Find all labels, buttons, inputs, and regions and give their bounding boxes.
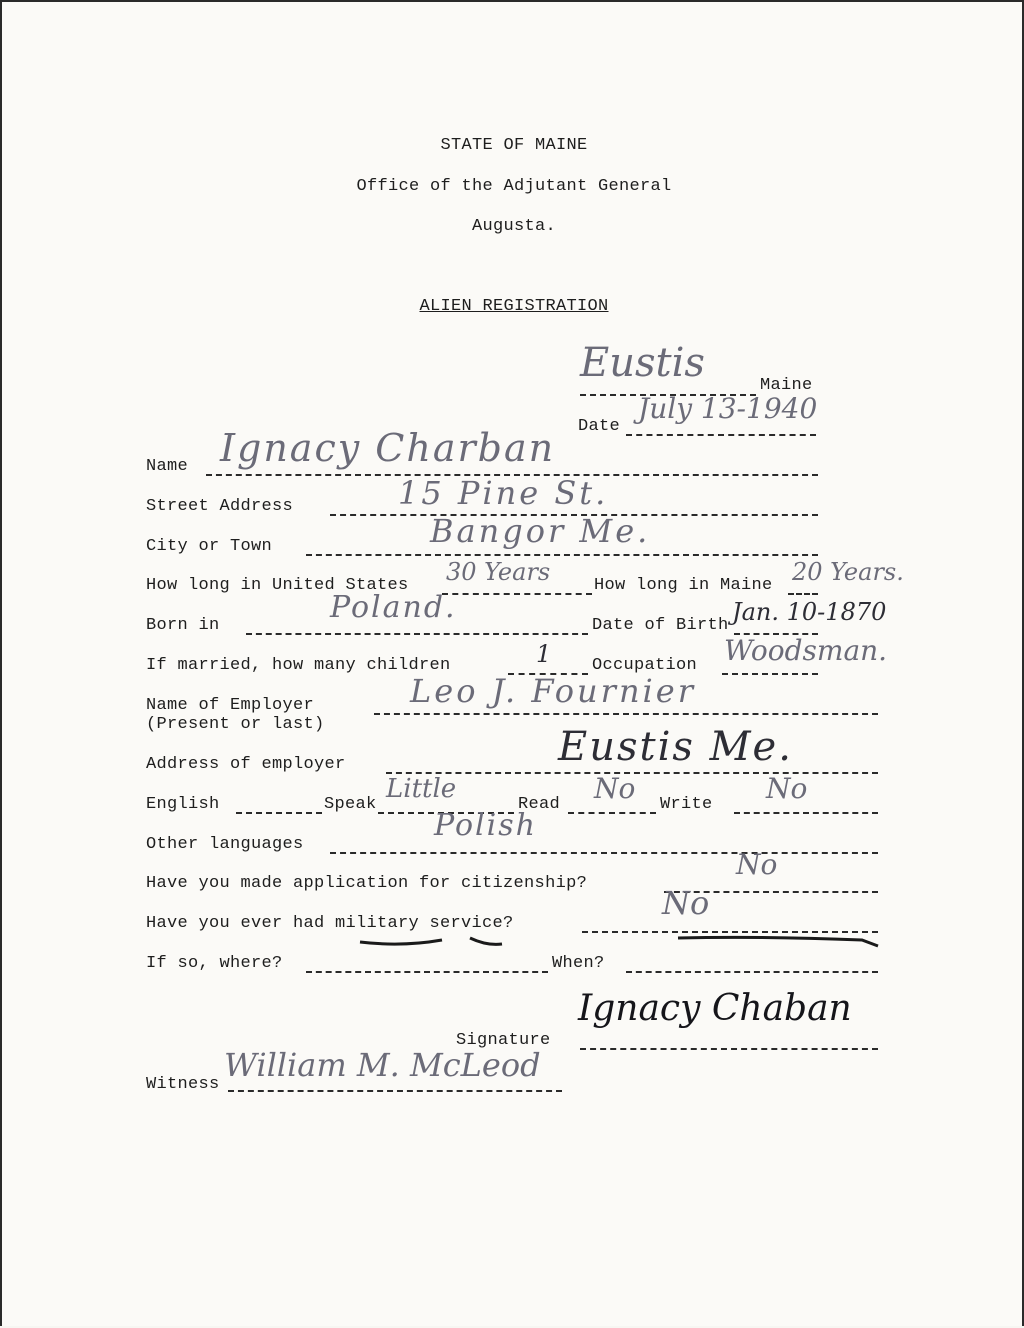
maine-label: How long in Maine [594, 576, 773, 595]
where-line [306, 971, 548, 973]
employer-value: Leo J. Fournier [410, 672, 697, 710]
married-label: If married, how many children [146, 656, 451, 675]
citizenship-label: Have you made application for citizenship? [146, 874, 588, 893]
dob-label: Date of Birth [592, 616, 729, 635]
name-label: Name [146, 457, 189, 476]
signature-label: Signature [456, 1031, 551, 1050]
speak-label: Speak [324, 795, 377, 814]
witness-line [228, 1090, 562, 1092]
signature-line [580, 1048, 878, 1050]
employer-label: Name of Employer [146, 696, 315, 715]
dob-value: Jan. 10-1870 [732, 598, 887, 626]
other-lang-value: Polish [434, 808, 537, 843]
header-city: Augusta. [471, 217, 556, 236]
when-label: When? [552, 954, 605, 973]
employer-addr-label: Address of employer [146, 755, 346, 774]
write-label: Write [660, 795, 713, 814]
signature-value: Ignacy Chaban [578, 988, 852, 1029]
form-title: ALIEN REGISTRATION [419, 297, 609, 316]
maine-value: 20 Years. [792, 558, 904, 586]
employer-sub-label: (Present or last) [146, 715, 325, 734]
occupation-value: Woodsman. [724, 634, 888, 667]
town-value: Eustis [580, 340, 705, 386]
witness-label: Witness [146, 1075, 220, 1094]
city-label: City or Town [146, 537, 273, 556]
other-lang-label: Other languages [146, 835, 304, 854]
write-value: No [766, 772, 808, 805]
employer-addr-value: Eustis Me. [558, 724, 793, 770]
header-state: STATE OF MAINE [440, 136, 588, 155]
read-value: No [594, 772, 636, 805]
born-label: Born in [146, 616, 220, 635]
military-value: No [662, 884, 710, 922]
born-value: Poland. [330, 590, 457, 625]
name-value: Ignacy Charban [220, 426, 556, 470]
street-label: Street Address [146, 497, 294, 516]
header-office: Office of the Adjutant General [356, 177, 672, 196]
where-label: If so, where? [146, 954, 283, 973]
when-line [626, 971, 878, 973]
citizenship-value: No [736, 848, 778, 881]
us-label: How long in United States [146, 576, 409, 595]
city-value: Bangor Me. [430, 512, 651, 550]
witness-value: William M. McLeod [224, 1046, 541, 1084]
english-label: English [146, 795, 220, 814]
street-value: 15 Pine St. [398, 474, 609, 512]
town-suffix: Maine [760, 376, 813, 395]
date-label: Date [578, 417, 621, 436]
date-value: July 13-1940 [638, 392, 818, 425]
underline-strokes [2, 2, 1024, 1328]
married-value: 1 [536, 640, 552, 668]
speak-value: Little [386, 774, 457, 804]
us-value: 30 Years [446, 558, 551, 586]
military-label: Have you ever had military service? [146, 914, 514, 933]
occupation-label: Occupation [592, 656, 698, 675]
read-label: Read [518, 795, 561, 814]
